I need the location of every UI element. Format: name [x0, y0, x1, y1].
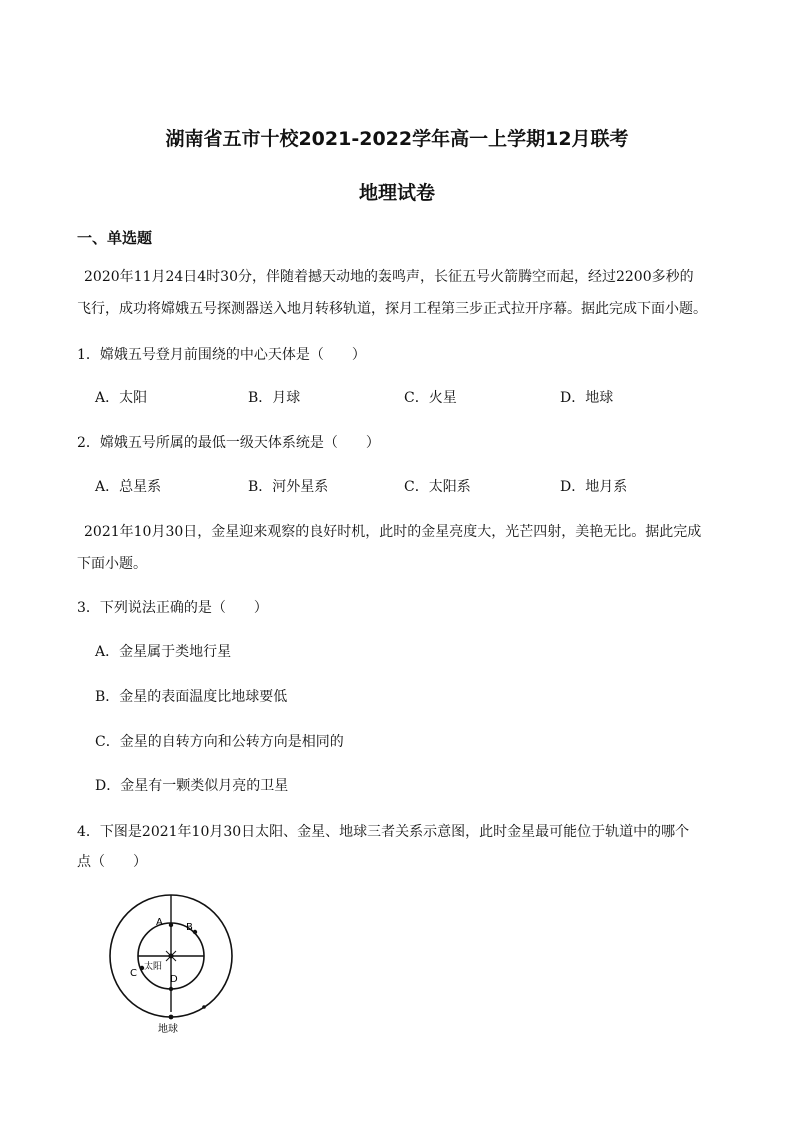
passage1-line2: 飞行，成功将嫦娥五号探测器送入地月转移轨道，探月工程第三步正式拉开序幕。据此完成下面小题。	[77, 301, 707, 317]
question-2-stem: 2．嫦娥五号所属的最低一级天体系统是（ ）	[77, 435, 380, 451]
question-4-stem-line2: 点（ ）	[77, 854, 147, 870]
question-3-option-c: C．金星的自转方向和公转方向是相同的	[95, 734, 344, 750]
passage1-line1: 2020年11月24日4时30分，伴随着撼天动地的轰鸣声，长征五号火箭腾空而起，经过2200多秒的	[84, 269, 694, 285]
label-a: A	[156, 917, 163, 928]
label-earth: 地球	[158, 1024, 178, 1034]
question-2-option-b: B．河外星系	[248, 479, 329, 495]
question-2-option-d: D．地月系	[560, 479, 628, 495]
earth-orbit-marker	[202, 1005, 206, 1009]
label-c: C	[130, 968, 137, 979]
question-1-option-c: C．火星	[404, 390, 457, 406]
exam-subtitle: 地理试卷	[358, 182, 435, 204]
question-1-option-d: D．地球	[560, 390, 614, 406]
question-3-option-b: B．金星的表面温度比地球要低	[95, 689, 288, 705]
question-1-option-a: A．太阳	[95, 390, 148, 406]
point-a-dot	[169, 923, 173, 927]
label-b: B	[186, 922, 193, 933]
question-4-stem-line1: 4．下图是2021年10月30日太阳、金星、地球三者关系示意图，此时金星最可能位于轨道中的哪个	[77, 824, 690, 840]
point-b-dot	[193, 930, 197, 934]
question-2-option-c: C．太阳系	[404, 479, 471, 495]
label-d: D	[170, 974, 178, 985]
orbit-diagram	[104, 894, 238, 1034]
earth-dot	[169, 1015, 174, 1020]
label-sun: 太阳	[144, 962, 163, 972]
point-d-dot	[169, 987, 173, 991]
orbit-diagram-svg	[104, 894, 238, 1034]
passage2-line1: 2021年10月30日，金星迎来观察的良好时机，此时的金星亮度大，光芒四射，美艳无比。据此完成	[84, 524, 702, 540]
question-3-option-a: A．金星属于类地行星	[95, 644, 232, 660]
question-3-stem: 3．下列说法正确的是（ ）	[77, 600, 268, 616]
question-1-stem: 1．嫦娥五号登月前围绕的中心天体是（ ）	[77, 347, 366, 363]
passage2-line2: 下面小题。	[77, 556, 147, 572]
section-heading: 一、单选题	[77, 229, 153, 247]
question-3-option-d: D．金星有一颗类似月亮的卫星	[95, 778, 289, 794]
exam-title: 湖南省五市十校2021-2022学年高一上学期12月联考	[165, 128, 629, 150]
question-2-option-a: A．总星系	[95, 479, 162, 495]
question-1-option-b: B．月球	[248, 390, 301, 406]
